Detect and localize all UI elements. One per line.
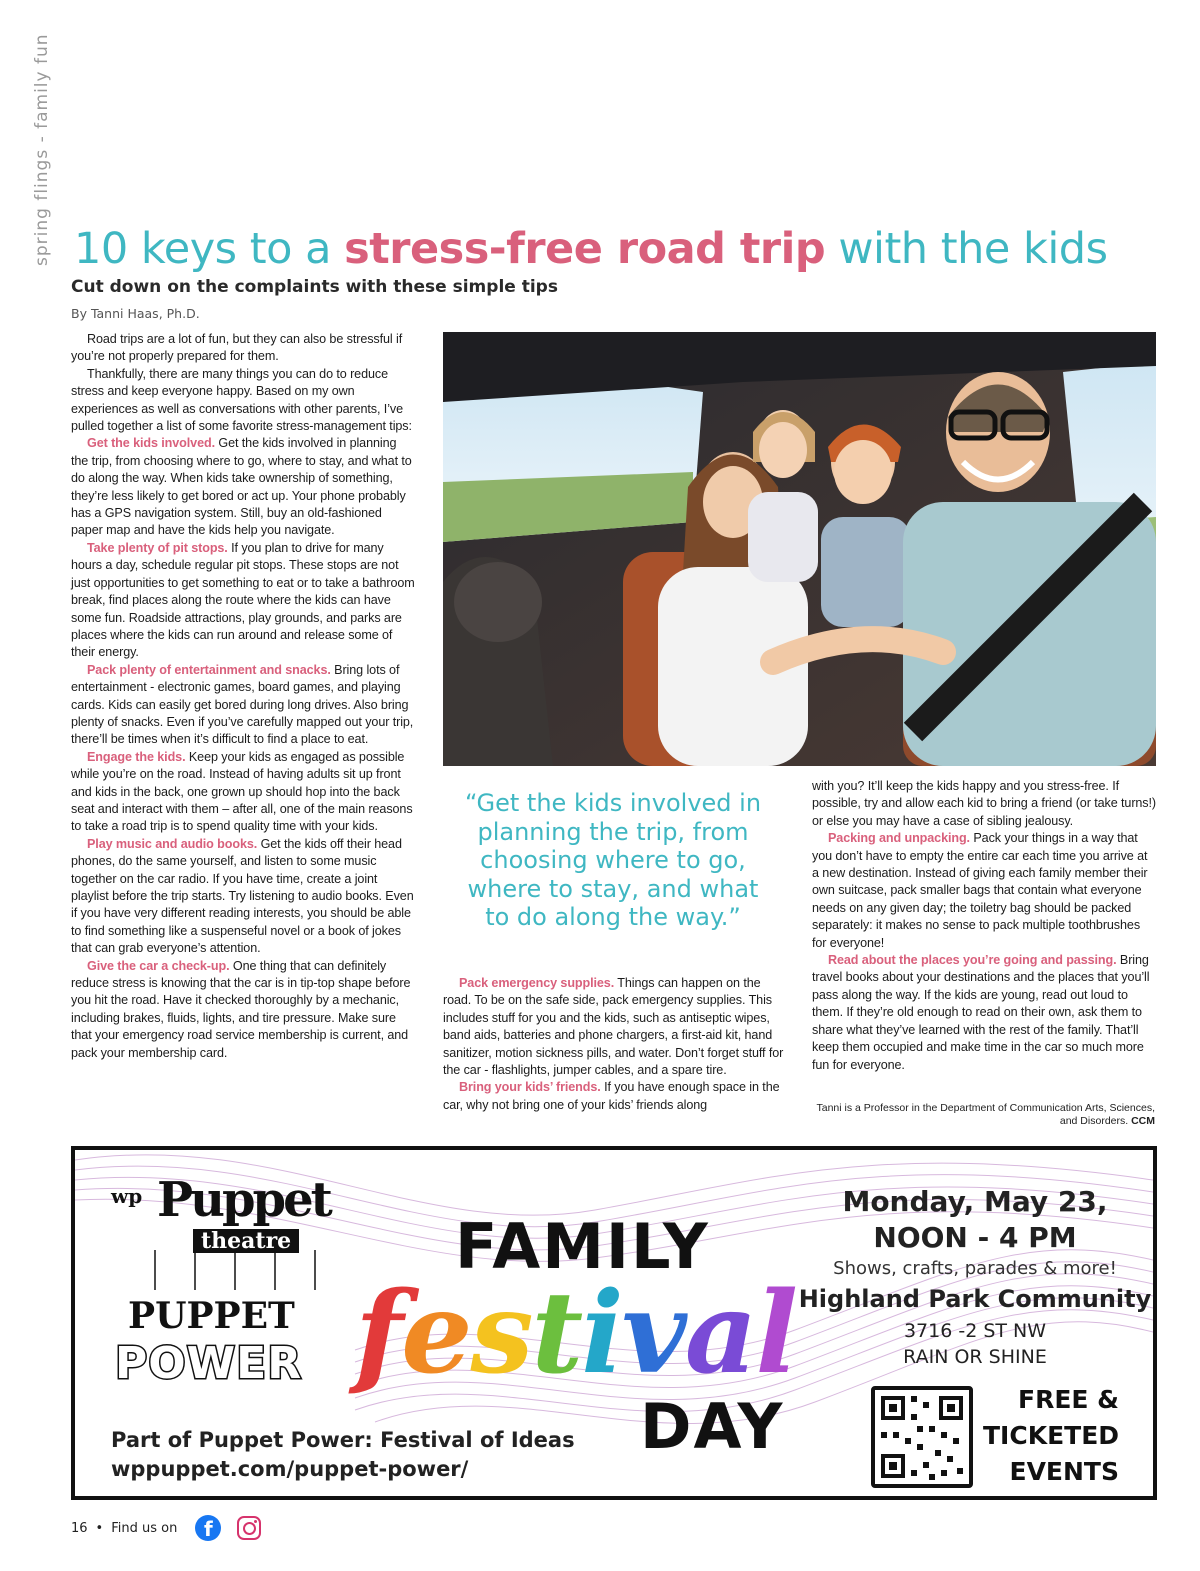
tip-text: Keep your kids as engaged as possible while you’re on the road. Instead of having adults sit up front and kids in the back, one grown up should hop into the back seat and interact with them – after all, one of the main reasons to take a road trip is to spend quality time with your kids. [71,749,413,834]
page-footer [71,1515,261,1541]
free-ticketed-text [983,1382,1119,1490]
festival-headline [355,1268,796,1399]
address-line: 3716 -2 ST NW [903,1320,1047,1342]
event-shows: Shows, crafts, parades & more! [833,1258,1117,1279]
tip-paragraph [71,540,416,662]
day-headline: DAY [640,1390,785,1463]
wp-logo-text: wp [111,1184,143,1208]
puppet-theatre-logo: Puppet [157,1172,330,1228]
tip-lead: Pack emergency supplies. [459,976,615,990]
tip-lead: Packing and unpacking. [828,831,970,846]
puppet-power-line-1: PUPPET [128,1295,295,1337]
event-time: NOON - 4 PM [873,1221,1077,1254]
tip-lead: Read about the places you’re going and passing. [828,953,1117,968]
facebook-icon[interactable]: f [195,1515,221,1541]
festival-letter: a [684,1268,756,1399]
free-line-3: EVENTS [1009,1457,1119,1486]
puppet-power-line-2: POWER [115,1338,303,1389]
tip-lead: Pack plenty of entertainment and snacks. [87,662,331,677]
tip-text: Get the kids off their head phones, do the same yourself, and listen to some music together on the car radio. If you have time, create a joint playlist before the trip starts. Try listening to audio books. Even if you have very different reading interests, you should be able to find something like a suspenseful novel or a book of jokes that can grab everyone’s attention. [71,836,414,956]
title-part-2: stress-free road trip [344,224,826,274]
author-note [812,1102,1155,1128]
title-part-1: 10 keys to a [74,224,345,274]
festival-letter: f [355,1268,402,1399]
pull-quote: “Get the kids involved in planning the trip, from choosing where to go, where to stay, and what to do along the way.” [464,789,762,932]
event-address [795,1318,1155,1370]
theatre-logo-text: theatre [193,1229,299,1253]
intro-paragraph: Road trips are a lot of fun, but they can also be stressful if you’re not properly prepared for them. [71,332,403,364]
ad-url-link[interactable]: wppuppet.com/puppet-power/ [111,1457,469,1481]
instagram-icon[interactable] [237,1516,261,1540]
tip-paragraph [443,975,785,1079]
tip-text: If you have enough space in the car, why not bring one of your kids’ friends along [443,1080,780,1112]
part-of-text: Part of Puppet Power: Festival of Ideas [111,1428,575,1452]
festival-letter: i [581,1268,622,1399]
tip-paragraph [71,958,416,1062]
tip-text: One thing that can definitely reduce stress is knowing that the car is in tip-top shape before you hit the road. Have it checked thoroughly by a mechanic, including brakes, fluids, lights, and tire pressure. Make sure that your emergency road service membership is current, and pack your membership card. [71,958,411,1060]
weather-line: RAIN OR SHINE [903,1346,1047,1368]
tip-lead: Give the car a check-up. [87,958,230,973]
title-part-3: with the kids [825,224,1108,274]
tip-paragraph [71,662,416,749]
tip-lead: Play music and audio books. [87,836,258,851]
tip-text: Bring travel books about your destinations and the places that you’ll pass along the way. If the kids are young, read out loud to them. If they’re old enough to read on their own, ask them to share what they’ve learned with the rest of the family. That’ll keep them occupied and make time in the car so much more fun for everyone. [812,953,1150,1072]
tip-lead: Get the kids involved. [87,436,215,451]
event-date [795,1184,1155,1256]
column-2 [443,975,785,1114]
page-number: 16 [71,1520,88,1536]
event-venue: Highland Park Community [798,1285,1152,1313]
tip-paragraph [71,749,416,836]
intro-paragraph: Thankfully, there are many things you can do to reduce stress and keep everyone happy. Based on my own experiences as well as conversations with other parents, I’ve pulled together a list of some favorite stress-management tips: [71,366,412,434]
tip-text: Get the kids involved in planning the trip, from choosing where to go, where to stay, and what to do along the way. When kids take ownership of something, they’re less likely to get bored or act up. Your phone probably has a GPS navigation system. Still, buy an old-fashioned paper map and have the kids help you navigate. [71,436,412,538]
tip-paragraph [71,836,416,958]
article-title [74,224,1108,274]
tip-paragraph [443,1079,785,1114]
article-subtitle: Cut down on the complaints with these simple tips [71,277,558,297]
free-line-2: TICKETED [983,1421,1120,1450]
tip-paragraph [812,830,1156,952]
free-line-1: FREE & [1018,1385,1119,1414]
festival-letter: l [755,1268,796,1399]
byline: By Tanni Haas, Ph.D. [71,306,200,321]
event-date-line: Monday, May 23, [842,1185,1108,1218]
festival-letter: t [531,1268,582,1399]
column-1 [71,331,416,1062]
tip-lead: Engage the kids. [87,749,186,764]
tip-paragraph [812,952,1156,1074]
find-us-text: Find us on [111,1520,178,1536]
tip-paragraph [71,435,416,539]
tip-lead: Take plenty of pit stops. [87,540,228,555]
author-note-tag: CCM [1131,1115,1155,1127]
qr-code-graphic [875,1390,969,1484]
tip-text: Pack your things in a way that you don’t have to empty the entire car each time you arrive at a new destination. Instead of giving each family member their own suitcase, pack smaller bags that contain what everyone needs on any given day; the toiletry bag should be packed separately: it makes no sense to pack multiple toothbrushes for everyone! [812,831,1148,950]
author-note-text: Tanni is a Professor in the Department of Communication Arts, Sciences, and Disorders. [816,1102,1155,1127]
festival-letter: s [470,1268,532,1399]
festival-advertisement[interactable] [71,1146,1157,1500]
tip-lead: Bring your kids’ friends. [459,1080,601,1095]
footer-bullet: • [95,1520,104,1536]
column-3 [812,778,1156,1074]
festival-letter: v [621,1268,685,1399]
photo-illustration [443,332,1156,766]
family-car-photo [443,332,1156,766]
section-label: spring flings - family fun [32,33,52,266]
tip-text: Bring lots of entertainment - electronic games, board games, and playing cards. Kids can easily get bored during long drives. Also bring plenty of snacks. Even if you’ve carefully mapped out your trip, there’ll be times when it’s difficult to find a place to eat. [71,662,414,747]
tip-text: Things can happen on the road. To be on the safe side, pack emergency supplies. This includes stuff for you and the kids, such as antiseptic wipes, band aids, batteries and phone chargers, a first-aid kit, hand sanitizer, motion sickness pills, and water. Don’t forget stuff for the car - flashlights, jumper cables, and a spare tire. [443,976,784,1078]
tip-text: If you plan to drive for many hours a day, schedule regular pit stops. These stops are not just opportunities to get something to eat or to take a bathroom break, find places along the route where the kids can have some fun. Roadside attractions, play grounds, and parks are places where the kids can run around and release some of their energy. [71,540,415,660]
continuation-paragraph: with you? It’ll keep the kids happy and you stress-free. If possible, try and allow each kid to bring a friend (or take turns!) or else you may have a case of sibling jealousy. [812,779,1157,828]
festival-letter: e [401,1268,471,1399]
qr-code-icon[interactable] [871,1386,973,1488]
family-headline: FAMILY [455,1210,710,1283]
